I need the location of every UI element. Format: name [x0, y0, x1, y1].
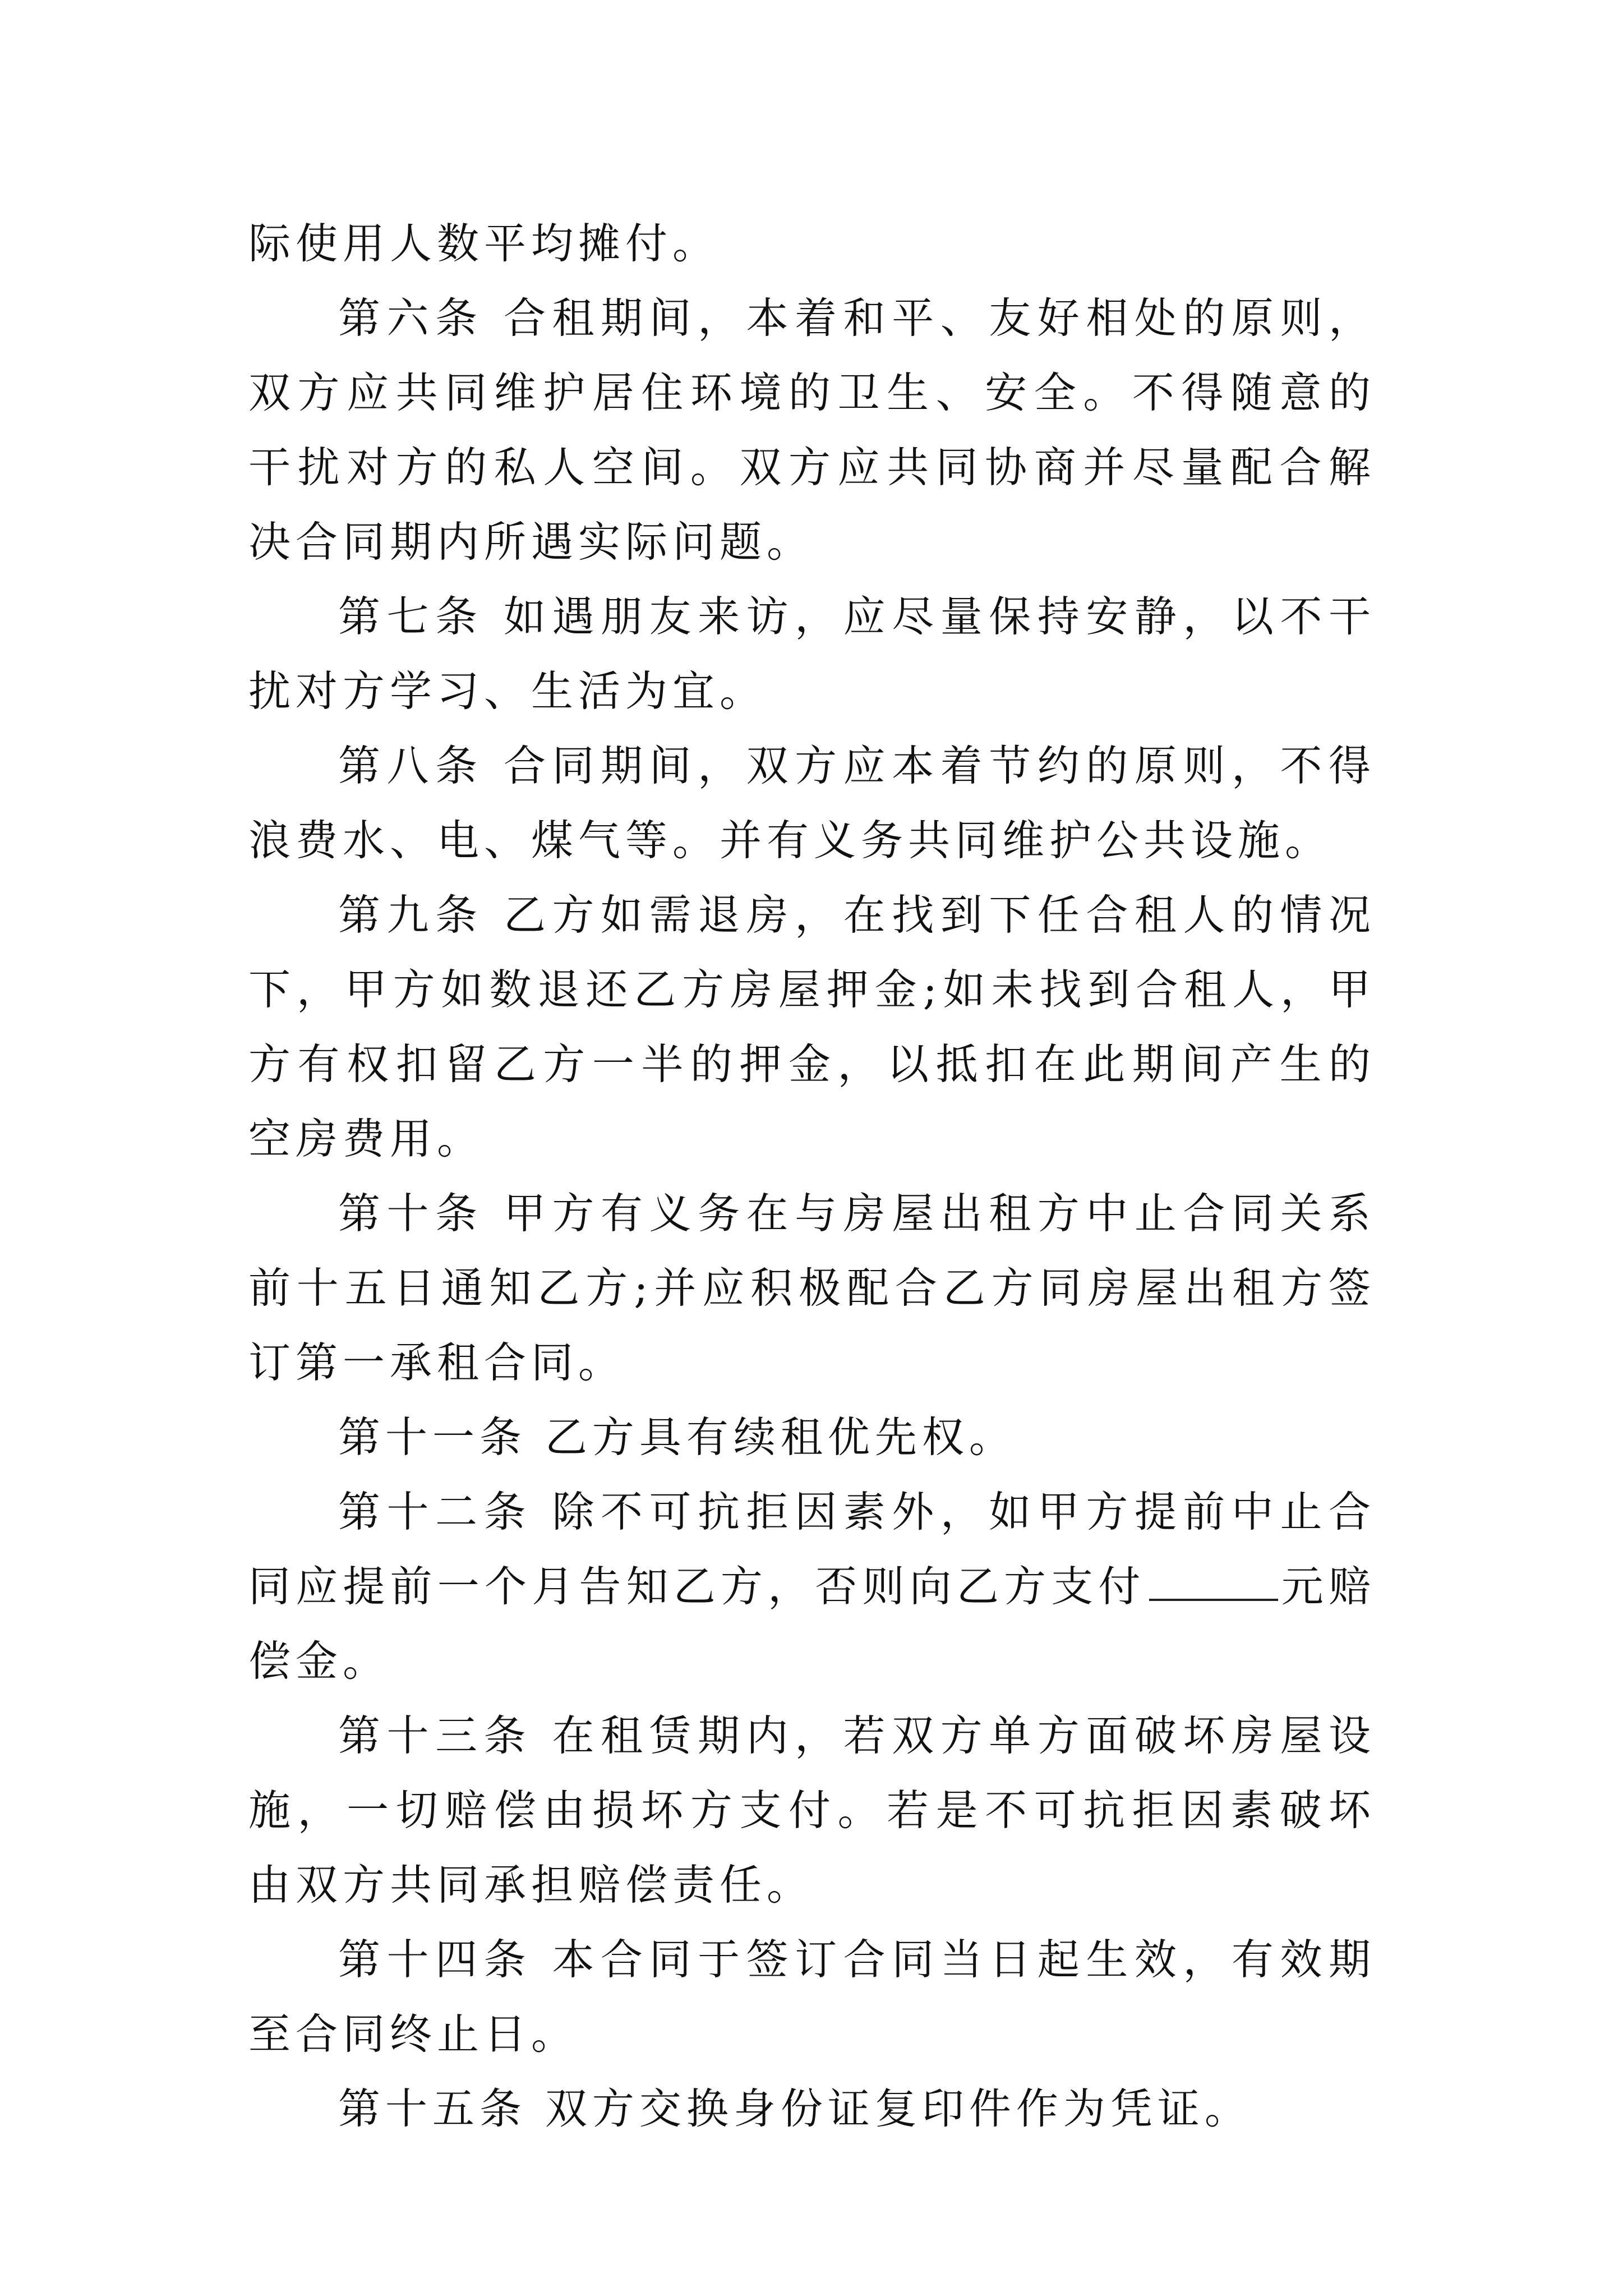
article-15: 第十五条 双方交换身份证复印件作为凭证。 — [338, 2084, 1252, 2133]
article-12-text-after: 元赔偿金。 — [248, 1562, 1376, 1686]
article-12-text-before: 第十二条 除不可抗拒因素外，如甲方提前中止合同应提前一个月告知乙方，否则向乙方支付 — [248, 1487, 1376, 1611]
article-11: 第十一条 乙方具有续租优先权。 — [338, 1412, 1016, 1462]
article-8: 第八条 合同期间，双方应本着节约的原则，不得浪费水、电、煤气等。并有义务共同维护公共设施。 — [248, 741, 1376, 865]
article-14: 第十四条 本合同于签订合同当日起生效，有效期至合同终止日。 — [248, 1935, 1376, 2059]
contract-body — [248, 206, 1376, 2146]
compensation-amount-blank[interactable] — [1149, 1565, 1278, 1601]
article-13: 第十三条 在租赁期内，若双方单方面破坏房屋设施，一切赔偿由损坏方支付。若是不可抗拒因素破坏由双方共同承担赔偿责任。 — [248, 1711, 1376, 1910]
article-12 — [248, 1475, 1376, 1699]
article-10: 第十条 甲方有义务在与房屋出租方中止合同关系前十五日通知乙方;并应积极配合乙方同房屋出租方签订第一承租合同。 — [248, 1189, 1376, 1387]
article-7: 第七条 如遇朋友来访，应尽量保持安静，以不干扰对方学习、生活为宜。 — [248, 592, 1376, 716]
article-9: 第九条 乙方如需退房，在找到下任合租人的情况下，甲方如数退还乙方房屋押金;如未找到合租人，甲方有权扣留乙方一半的押金，以抵扣在此期间产生的空房费用。 — [248, 890, 1376, 1163]
article-6: 第六条 合租期间，本着和平、友好相处的原则，双方应共同维护居住环境的卫生、安全。不得随意的干扰对方的私人空间。双方应共同协商并尽量配合解决合同期内所遇实际问题。 — [248, 293, 1376, 567]
paragraph-continuation: 际使用人数平均摊付。 — [248, 219, 720, 268]
